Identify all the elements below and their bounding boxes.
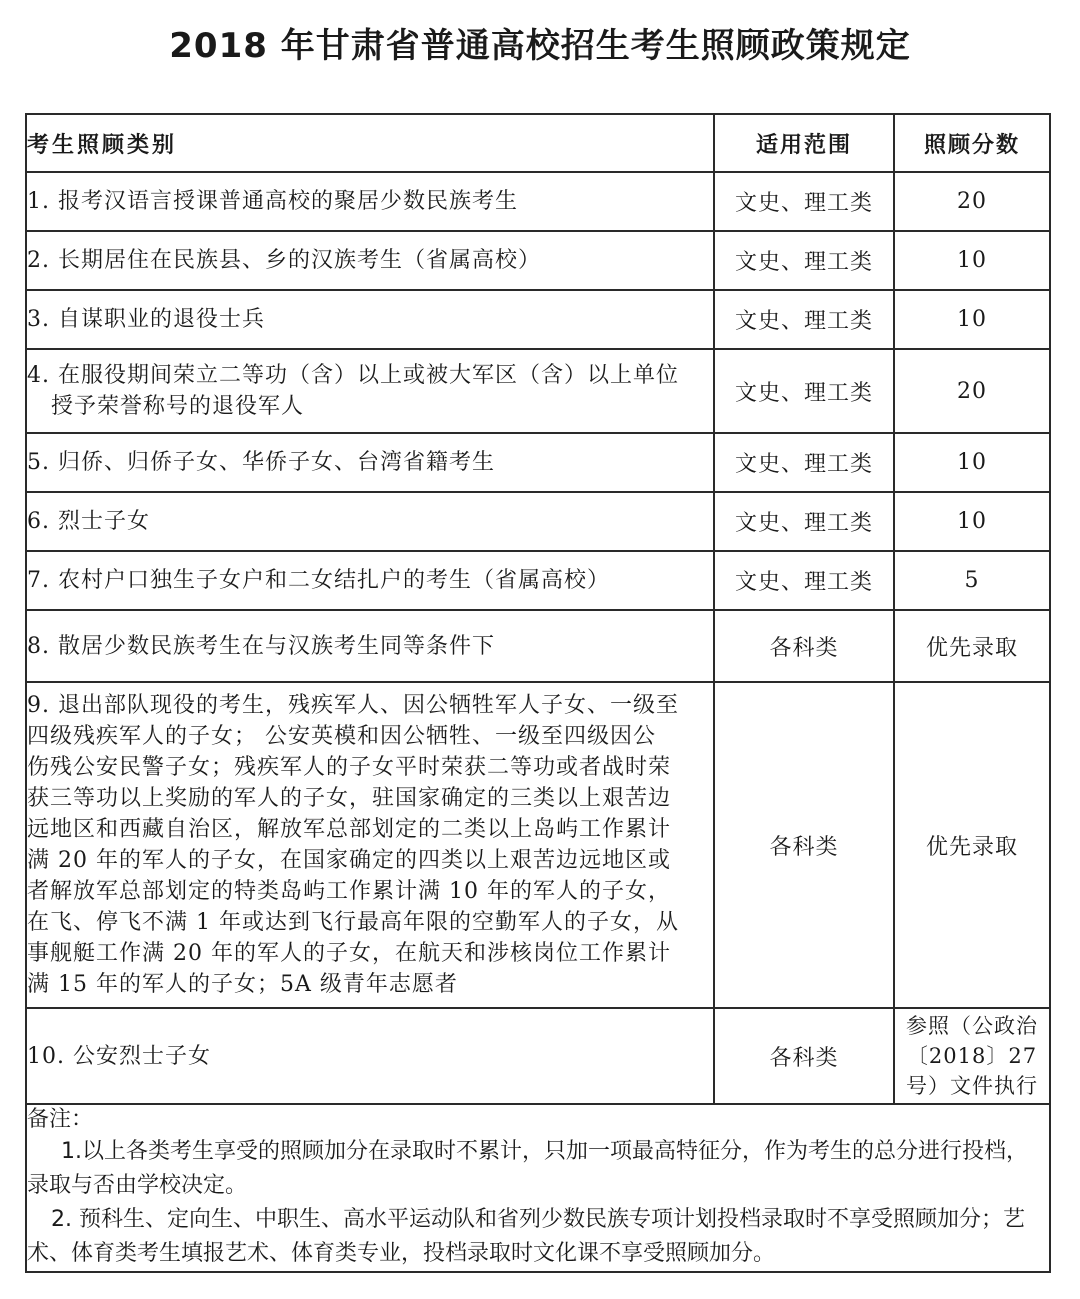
points-line: 号）文件执行 <box>906 1074 1038 1098</box>
scope-cell: 文史、理工类 <box>714 349 894 433</box>
category-cell <box>26 1008 714 1104</box>
points-line: 〔2018〕27 <box>906 1044 1038 1068</box>
category-line: 授予荣誉称号的退役军人 <box>51 394 305 419</box>
scope-cell: 文史、理工类 <box>714 290 894 349</box>
points-line: 参照（公政治 <box>906 1014 1038 1038</box>
category-line: 6. 烈士子女 <box>27 509 150 534</box>
points-cell: 5 <box>894 551 1050 610</box>
table-row <box>26 492 1050 551</box>
category-line: 者解放军总部划定的特类岛屿工作累计满 10 年的军人的子女， <box>27 879 671 904</box>
category-line: 事舰艇工作满 20 年的军人的子女，在航天和涉核岗位工作累计 <box>27 941 671 966</box>
category-cell <box>26 610 714 682</box>
note-item-1: 1.以上各类考生享受的照顾加分在录取时不累计，只加一项最高特征分，作为考生的总分进行投档，录取与否由学校决定。 <box>27 1139 1028 1198</box>
category-cell <box>26 492 714 551</box>
header-scope: 适用范围 <box>714 114 894 172</box>
category-cell <box>26 290 714 349</box>
table-row <box>26 231 1050 290</box>
category-line: 4. 在服役期间荣立二等功（含）以上或被大军区（含）以上单位 <box>27 363 679 388</box>
table-header-row <box>26 114 1050 172</box>
header-category: 考生照顾类别 <box>26 114 714 172</box>
category-line: 5. 归侨、归侨子女、华侨子女、台湾省籍考生 <box>27 450 495 475</box>
scope-cell: 文史、理工类 <box>714 231 894 290</box>
scope-cell: 各科类 <box>714 1008 894 1104</box>
table-row <box>26 349 1050 433</box>
table-row <box>26 433 1050 492</box>
category-line: 获三等功以上奖励的军人的子女，驻国家确定的三类以上艰苦边 <box>27 786 672 811</box>
points-cell: 优先录取 <box>894 682 1050 1008</box>
category-line: 10. 公安烈士子女 <box>27 1043 211 1069</box>
category-line: 远地区和西藏自治区，解放军总部划定的二类以上岛屿工作累计 <box>27 817 672 842</box>
notes-title: 备注： <box>27 1107 94 1132</box>
table-row <box>26 551 1050 610</box>
scope-cell: 文史、理工类 <box>714 492 894 551</box>
table-row <box>26 610 1050 682</box>
category-line: 满 15 年的军人的子女；5A 级青年志愿者 <box>27 972 458 997</box>
table-row <box>26 290 1050 349</box>
points-cell: 优先录取 <box>894 610 1050 682</box>
notes-cell <box>26 1104 1050 1272</box>
header-points: 照顾分数 <box>894 114 1050 172</box>
category-cell <box>26 349 714 433</box>
category-cell <box>26 231 714 290</box>
points-cell: 20 <box>894 349 1050 433</box>
notes-row <box>26 1104 1050 1272</box>
points-cell: 20 <box>894 172 1050 231</box>
points-cell: 10 <box>894 492 1050 551</box>
table-row <box>26 682 1050 1008</box>
policy-table <box>25 113 1051 1273</box>
points-cell: 10 <box>894 290 1050 349</box>
note-item-2: 2. 预科生、定向生、中职生、高水平运动队和省列少数民族专项计划投档录取时不享受照顾加分；艺术、体育类考生填报艺术、体育类专业，投档录取时文化课不享受照顾加分。 <box>27 1207 1025 1266</box>
scope-cell: 文史、理工类 <box>714 433 894 492</box>
scope-cell: 各科类 <box>714 682 894 1008</box>
category-cell <box>26 433 714 492</box>
table-row <box>26 1008 1050 1104</box>
page-title: 2018 年甘肃省普通高校招生考生照顾政策规定 <box>169 26 911 66</box>
scope-cell: 文史、理工类 <box>714 172 894 231</box>
scope-cell: 文史、理工类 <box>714 551 894 610</box>
category-line: 四级残疾军人的子女； 公安英模和因公牺牲、一级至四级因公 <box>27 724 656 749</box>
category-line: 8. 散居少数民族考生在与汉族考生同等条件下 <box>27 633 495 659</box>
points-cell: 10 <box>894 231 1050 290</box>
category-line: 满 20 年的军人的子女，在国家确定的四类以上艰苦边远地区或 <box>27 848 671 873</box>
category-cell <box>26 551 714 610</box>
scope-cell: 各科类 <box>714 610 894 682</box>
category-line: 2. 长期居住在民族县、乡的汉族考生（省属高校） <box>27 248 541 273</box>
table-row <box>26 172 1050 231</box>
category-line: 1. 报考汉语言授课普通高校的聚居少数民族考生 <box>27 189 518 214</box>
category-line: 3. 自谋职业的退役士兵 <box>27 307 265 332</box>
category-line: 9. 退出部队现役的考生，残疾军人、因公牺牲军人子女、一级至 <box>27 693 679 718</box>
category-cell <box>26 682 714 1008</box>
points-cell <box>894 1008 1050 1104</box>
category-line: 伤残公安民警子女；残疾军人的子女平时荣获二等功或者战时荣 <box>27 755 672 780</box>
category-line: 在飞、停飞不满 1 年或达到飞行最高年限的空勤军人的子女，从 <box>27 910 679 935</box>
category-line: 7. 农村户口独生子女户和二女结扎户的考生（省属高校） <box>27 568 610 593</box>
points-cell: 10 <box>894 433 1050 492</box>
category-cell <box>26 172 714 231</box>
